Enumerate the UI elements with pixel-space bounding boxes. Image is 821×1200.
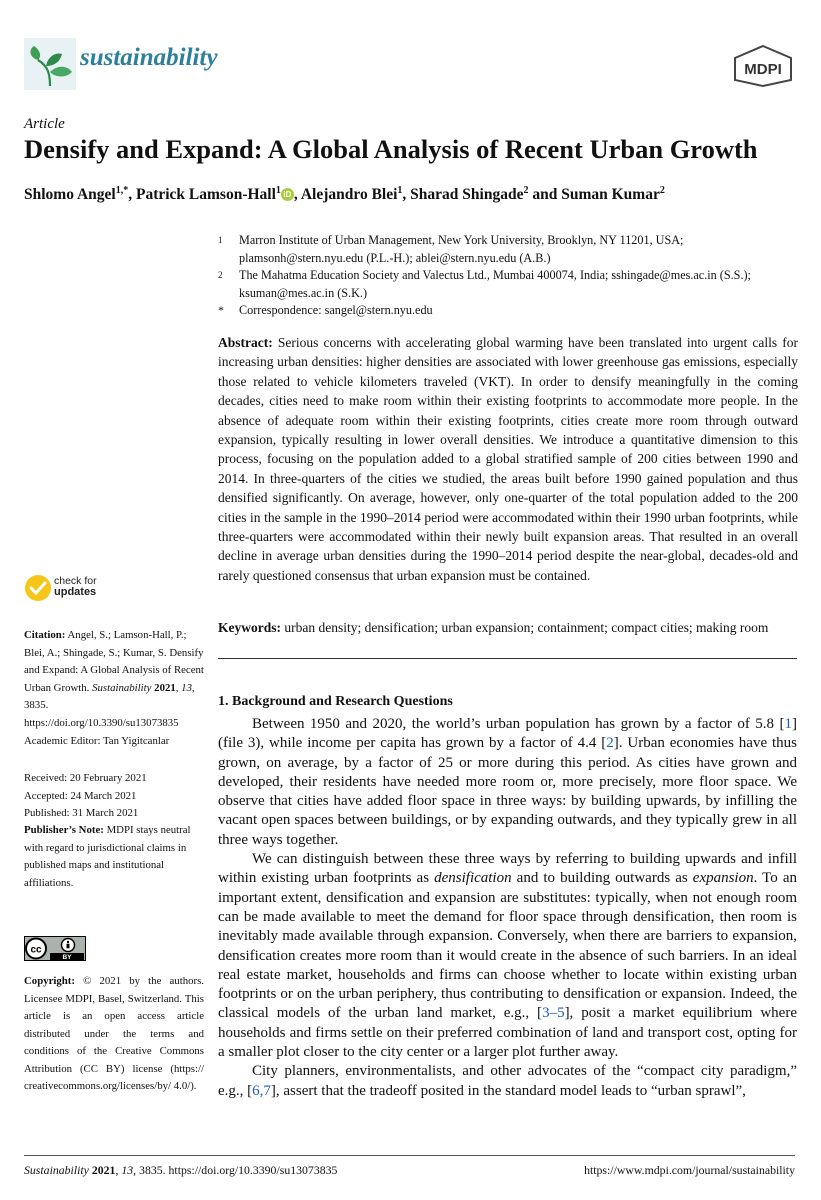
publisher-note: Publisher’s Note: MDPI stays neutral with regard to jurisdictional claims in published maps and institutional affiliations. bbox=[24, 824, 191, 889]
author-affil-sup: 1,* bbox=[115, 185, 129, 196]
journal-leaf-logo-icon bbox=[24, 38, 76, 90]
author-list: Shlomo Angel$^{1,*}$, Patrick Lamson-Hall$^1$ iD , Alejandro Blei$^1$, Sharad Shingade$^2$ and Suman Kumar$^2$ bbox=[24, 185, 665, 204]
cc-by-label: BY bbox=[62, 954, 72, 961]
publication-dates bbox=[24, 770, 204, 823]
citation-link[interactable]: 6,7 bbox=[252, 1082, 271, 1099]
cc-by-license-icon[interactable] bbox=[24, 936, 86, 961]
correspondence-item: * Correspondence: sangel@stern.nyu.edu bbox=[218, 303, 433, 317]
affiliation-item: 1 Marron Institute of Urban Management, New York University, Brooklyn, NY 11201, USA; plamsonh@stern.nyu.edu (P.L.-H.); ablei@stern.nyu.edu (A.B.) bbox=[218, 233, 684, 265]
affiliation-item: 2 The Mahatma Education Society and Valectus Ltd., Mumbai 400074, India; sshingade@mes.ac.in (S.S.); ksuman@mes.ac.in (S.K.) bbox=[218, 268, 751, 300]
journal-name: sustainability bbox=[80, 44, 218, 71]
mdpi-logo bbox=[731, 44, 795, 88]
author-affil-sup: 2 bbox=[659, 185, 665, 196]
check-updates-line2: updates bbox=[54, 586, 97, 598]
keywords-label: Keywords: bbox=[218, 620, 281, 635]
citation-link[interactable]: 3–5 bbox=[542, 1005, 565, 1022]
affiliations bbox=[218, 232, 808, 320]
author-affil-sup: 2 bbox=[523, 185, 529, 196]
paragraph: We can distinguish between these three ways by referring to building upwards and infill within existing urban footprints as densification and to building outwards as expansion. To an important extent, densification and expansion are substitutes: typically, when not enough room can be made available to meet the demand for floor space through densification, then room is inevitably made available through expansion. Conversely, when there are barriers to expansion, densification creates more room than it would create in the absence of such barriers. In an ideal real estate market, households and firms can choose whether to locate within existing urban footprints or on the urban periphery, thus contributing to densification or expansion. Indeed, the classical models of the urban land market, e.g., [3–5], posit a market equilibrium where households and firms settle on their preferred combination of land and transport cost, opting for a smaller plot closer to the city center or a larger plot further away. bbox=[218, 851, 797, 1061]
keywords bbox=[218, 620, 808, 636]
footer-divider bbox=[24, 1155, 795, 1156]
author-name: Shlomo Angel bbox=[24, 186, 116, 204]
orcid-icon[interactable]: iD bbox=[281, 188, 294, 201]
accepted-date: Accepted: 24 March 2021 bbox=[24, 789, 137, 802]
author-name: Suman Kumar bbox=[561, 186, 660, 204]
paragraph: City planners, environmentalists, and other advocates of the “compact city paradigm,” e.g., [6,7], assert that the tradeoff posited in the standard model leads to “urban sprawl”, bbox=[218, 1063, 797, 1099]
citation-link[interactable]: 1 bbox=[784, 716, 792, 732]
footer-citation: Sustainability 2021, 13, 3835. https://doi.org/10.3390/su13073835 bbox=[24, 1163, 338, 1177]
svg-text:cc: cc bbox=[30, 944, 42, 956]
check-updates-icon bbox=[24, 574, 52, 602]
received-date: Received: 20 February 2021 bbox=[24, 772, 147, 784]
footer-journal-url[interactable]: https://www.mdpi.com/journal/sustainability bbox=[584, 1163, 795, 1177]
citation-link[interactable]: 2 bbox=[606, 735, 614, 752]
author-name: Sharad Shingade bbox=[410, 186, 524, 204]
article-type: Article bbox=[24, 116, 65, 132]
check-for-updates-button[interactable] bbox=[24, 572, 124, 606]
citation-block: Citation: Angel, S.; Lamson-Hall, P.; Blei, A.; Shingade, S.; Kumar, S. Densify and Expand: A Global Analysis of Recent Urban Growth. Sustainability 2021, 13, 3835. https://doi.org/10.3390/su13073835 bbox=[24, 629, 204, 729]
abstract-label: Abstract: bbox=[218, 335, 273, 350]
section-divider bbox=[218, 658, 797, 659]
academic-editor: Academic Editor: Tan Yigitcanlar bbox=[24, 735, 170, 747]
mdpi-logo-text: MDPI bbox=[744, 61, 782, 78]
abstract bbox=[218, 333, 798, 585]
copyright-block: Copyright: © 2021 by the authors. Licensee MDPI, Basel, Switzerland. This article is an open access article distributed under the terms and conditions of the Creative Commons Attribution (CC BY) license (https:// creativecommons.org/licenses/by/ 4.0/). bbox=[24, 975, 204, 1092]
author-name: Patrick Lamson-Hall bbox=[135, 186, 276, 204]
published-date: Published: 31 March 2021 bbox=[24, 807, 139, 819]
author-name: Alejandro Blei bbox=[300, 186, 398, 204]
check-updates-line1: check for bbox=[54, 575, 97, 587]
article-title: Densify and Expand: A Global Analysis of Recent Urban Growth bbox=[24, 134, 758, 164]
author-affil-sup: 1 bbox=[275, 185, 281, 196]
keywords-text: urban density; densification; urban expansion; containment; compact cities; making room bbox=[284, 620, 769, 635]
abstract-text: Serious concerns with accelerating global warming have been translated into urgent calls for increasing urban densities: higher densities are associated with lower greenhouse gas emissions, especially those related to vehicle kilometers traveled (VKT). In order to densify meaningfully in the coming decades, cities need to make room within their existing footprints to accommodate more people. In the absence of adequate room within their existing footprints, cities create more room through outward expansion, typically resulting in lower overall densities. We introduce a quantitative dimension to this process, focusing on the population added to a global stratified sample of 200 cities between 1990 and 2014. In three-quarters of the cities we studied, the areas built before 1990 gained population and thus densified significantly. On average, however, only one-quarter of the total population added to the 200 cities in the sample in the 1990–2014 period were accommodated within their 1990 urban footprints, while three-quarters were accommodated within their newly built expansion areas. That resulted in an overall decline in average urban densities during the 1990–2014 period despite the near-global, decades-old and rarely questioned consensus that urban expansion must be contained. bbox=[218, 335, 799, 583]
section-heading: 1. Background and Research Questions bbox=[218, 694, 453, 709]
paragraph: Between 1950 and 2020, the world’s urban population has grown by a factor of 5.8 [1] (file 3), while income per capita has grown by a factor of 4.4 [2]. Urban economies have thus grown, on average, by a factor of 25 or more during this period. As cities have grown and developed, their residents have needed more room or, more precisely, more floor space. We observe that cities have added floor space in three ways: by building upwards, by infilling the vacant open spaces between buildings, or by expanding outwards, and they typically grew in all three ways together. bbox=[218, 716, 797, 848]
body-text bbox=[218, 715, 797, 1101]
author-affil-sup: 1 bbox=[397, 185, 403, 196]
